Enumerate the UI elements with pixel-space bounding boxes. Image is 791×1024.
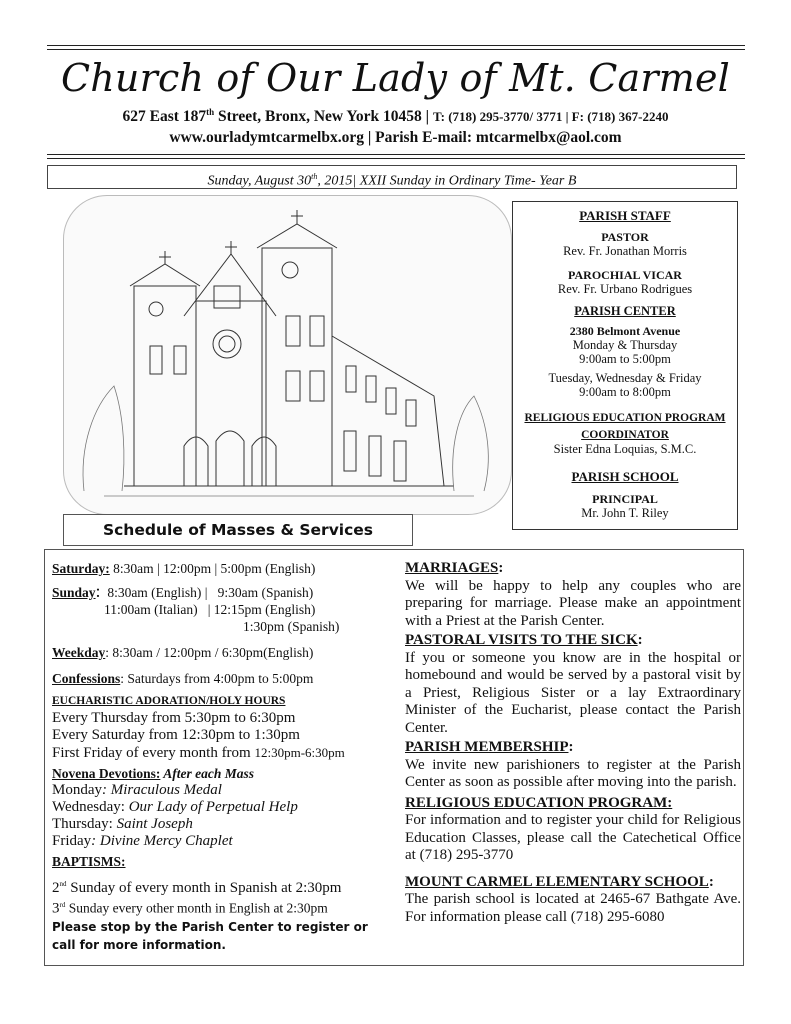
bapt2-num: 3 bbox=[52, 900, 60, 917]
membership-label: PARISH MEMBERSHIP bbox=[405, 739, 569, 755]
principal-name: Mr. John T. Riley bbox=[581, 506, 669, 520]
novena-monday-devotion: : Miraculous Medal bbox=[102, 782, 222, 798]
parish-staff-box bbox=[512, 201, 738, 530]
center-hours-1: 9:00am to 5:00pm bbox=[579, 352, 671, 366]
marriages-body: We will be happy to help any couples who are preparing for marriage. Please make an appointment with a Priest at the Parish Center. bbox=[405, 577, 741, 629]
church-drawing-image bbox=[63, 195, 512, 515]
membership-heading bbox=[405, 739, 741, 757]
sunday-line-1: 8:30am (English) | 9:30am (Spanish) bbox=[100, 585, 314, 600]
adoration-1: Every Thursday from 5:30pm to 6:30pm bbox=[52, 710, 296, 726]
confessions-label: Confessions bbox=[52, 671, 121, 686]
saturday-times: 8:30am | 12:00pm | 5:00pm (English) bbox=[109, 561, 316, 576]
parish-info-column bbox=[405, 560, 741, 926]
address-phone: T: (718) 295-3770/ 3771 | F: (718) 367-2240 bbox=[432, 109, 669, 125]
baptism-note: Please stop by the Parish Center to register or call for more information. bbox=[52, 919, 368, 952]
header-bottom-rule-2 bbox=[47, 158, 745, 159]
sick-label: PASTORAL VISITS TO THE SICK bbox=[405, 632, 638, 648]
date-post: , 2015| XXII Sunday in Ordinary Time- Year B bbox=[317, 173, 577, 189]
school-colon: : bbox=[708, 873, 714, 890]
adoration-2: Every Saturday from 12:30pm to 1:30pm bbox=[52, 727, 300, 743]
address-sup: th bbox=[206, 107, 215, 117]
weekday-label: Weekday bbox=[52, 645, 106, 660]
marriages-colon: : bbox=[498, 560, 504, 576]
novena-wednesday-devotion: Our Lady of Perpetual Help bbox=[128, 799, 298, 815]
bapt1-text: Sunday of every month in Spanish at 2:30pm bbox=[66, 880, 342, 896]
parish-center-heading: PARISH CENTER bbox=[574, 304, 676, 318]
header-bottom-rule-1 bbox=[47, 154, 745, 155]
schedule-title: Schedule of Masses & Services bbox=[63, 514, 413, 546]
parish-center-address: 2380 Belmont Avenue bbox=[569, 324, 681, 338]
sick-body: If you or someone you know are in the hospital or homebound and would be served by a pastoral visit by a Priest, Religious Sister or a lay Extraordinary Minister of the Eucharist, please contact the Parish Center. bbox=[405, 649, 741, 736]
novena-wednesday bbox=[52, 799, 392, 816]
adoration-heading: EUCHARISTIC ADORATION/HOLY HOURS bbox=[52, 695, 286, 707]
novena-thursday-devotion: Saint Joseph bbox=[116, 816, 193, 832]
weekday-line bbox=[52, 644, 392, 661]
principal-label: PRINCIPAL bbox=[592, 492, 658, 506]
membership-body: We invite new parishioners to register at the Parish Center as soon as possible after moving into the parish. bbox=[405, 756, 741, 790]
adoration-3-time: 12:30pm-6:30pm bbox=[254, 745, 345, 760]
religious-ed-program-body: For information and to register your child for Religious Education Classes, please call the Catechetical Office at (718) 295-3770 bbox=[405, 812, 741, 863]
coordinator-label: COORDINATOR bbox=[581, 429, 669, 441]
top-rule-2 bbox=[47, 49, 745, 50]
church-title: Church of Our Lady of Mt. Carmel bbox=[60, 56, 730, 100]
vicar-name: Rev. Fr. Urbano Rodrigues bbox=[557, 282, 693, 296]
coordinator-name: Sister Edna Loquias, S.M.C. bbox=[553, 442, 697, 456]
parish-school-heading: PARISH SCHOOL bbox=[571, 469, 679, 484]
confessions-line bbox=[52, 670, 392, 687]
baptism-line-1 bbox=[52, 876, 392, 897]
sunday-line-3: 1:30pm (Spanish) bbox=[243, 619, 340, 634]
religious-ed-program-heading: RELIGIOUS EDUCATION PROGRAM: bbox=[405, 794, 673, 811]
staff-heading: PARISH STAFF bbox=[579, 208, 671, 223]
date-sup: th bbox=[311, 172, 318, 181]
pastor-label: PASTOR bbox=[601, 230, 649, 244]
religious-ed-heading: RELIGIOUS EDUCATION PROGRAM bbox=[524, 412, 726, 424]
novena-label: Novena Devotions: bbox=[52, 766, 161, 781]
novena-friday bbox=[52, 833, 392, 850]
novena-monday-day: Monday bbox=[52, 782, 102, 798]
website-email-line: www.ourladymtcarmelbx.org | Parish E-mail: mtcarmelbx@aol.com bbox=[169, 129, 622, 146]
marriages-label: MARRIAGES bbox=[405, 560, 499, 576]
baptisms-heading: BAPTISMS: bbox=[52, 854, 126, 869]
pastor-name: Rev. Fr. Jonathan Morris bbox=[563, 244, 687, 258]
mass-schedule-column bbox=[52, 560, 392, 954]
bapt1-sup: nd bbox=[59, 880, 67, 888]
adoration-3 bbox=[52, 744, 392, 762]
sunday-label: Sunday bbox=[52, 585, 96, 600]
membership-colon: : bbox=[568, 739, 574, 755]
date-line bbox=[47, 165, 737, 189]
bapt1-num: 2 bbox=[52, 880, 60, 896]
sunday-colon: : bbox=[95, 581, 101, 601]
novena-friday-devotion: : Divine Mercy Chaplet bbox=[91, 833, 233, 849]
center-days-1: Monday & Thursday bbox=[572, 338, 678, 352]
novena-monday bbox=[52, 782, 392, 799]
bapt2-sup: rd bbox=[59, 901, 66, 909]
novena-wednesday-day: Wednesday: bbox=[52, 799, 129, 815]
novena-thursday bbox=[52, 816, 392, 833]
sick-heading bbox=[405, 632, 741, 650]
marriages-heading bbox=[405, 560, 741, 578]
sunday-line-2: 11:00am (Italian) | 12:15pm (English) bbox=[104, 602, 316, 617]
school-label: MOUNT CARMEL ELEMENTARY SCHOOL bbox=[405, 873, 709, 890]
school-body: The parish school is located at 2465-67 Bathgate Ave. For information please call (718) 295-6080 bbox=[405, 891, 741, 925]
sunday-line bbox=[52, 583, 392, 601]
novena-after: After each Mass bbox=[160, 766, 254, 781]
novena-line bbox=[52, 765, 392, 782]
adoration-3-pre: First Friday of every month from bbox=[52, 745, 255, 761]
saturday-label: Saturday: bbox=[52, 561, 110, 576]
address-street-post: Street, Bronx, New York 10458 | bbox=[214, 108, 433, 126]
address-street-pre: 627 East 187 bbox=[122, 108, 207, 126]
date-pre: Sunday, August 30 bbox=[207, 173, 312, 189]
center-days-2: Tuesday, Wednesday & Friday bbox=[548, 371, 702, 385]
confessions-times: : Saturdays from 4:00pm to 5:00pm bbox=[120, 671, 314, 686]
church-address bbox=[0, 107, 791, 126]
church-illustration bbox=[64, 196, 511, 514]
bapt2-text: Sunday every other month in English at 2:30pm bbox=[65, 900, 328, 916]
baptism-line-2 bbox=[52, 897, 392, 918]
novena-friday-day: Friday bbox=[52, 833, 92, 849]
novena-thursday-day: Thursday: bbox=[52, 816, 117, 832]
vicar-label: PAROCHIAL VICAR bbox=[568, 268, 682, 282]
sick-colon: : bbox=[637, 632, 643, 648]
weekday-times: : 8:30am / 12:00pm / 6:30pm(English) bbox=[105, 645, 314, 660]
top-rule-1 bbox=[47, 45, 745, 46]
saturday-line bbox=[52, 560, 392, 577]
school-heading bbox=[405, 874, 741, 892]
center-hours-2: 9:00am to 8:00pm bbox=[579, 385, 671, 399]
